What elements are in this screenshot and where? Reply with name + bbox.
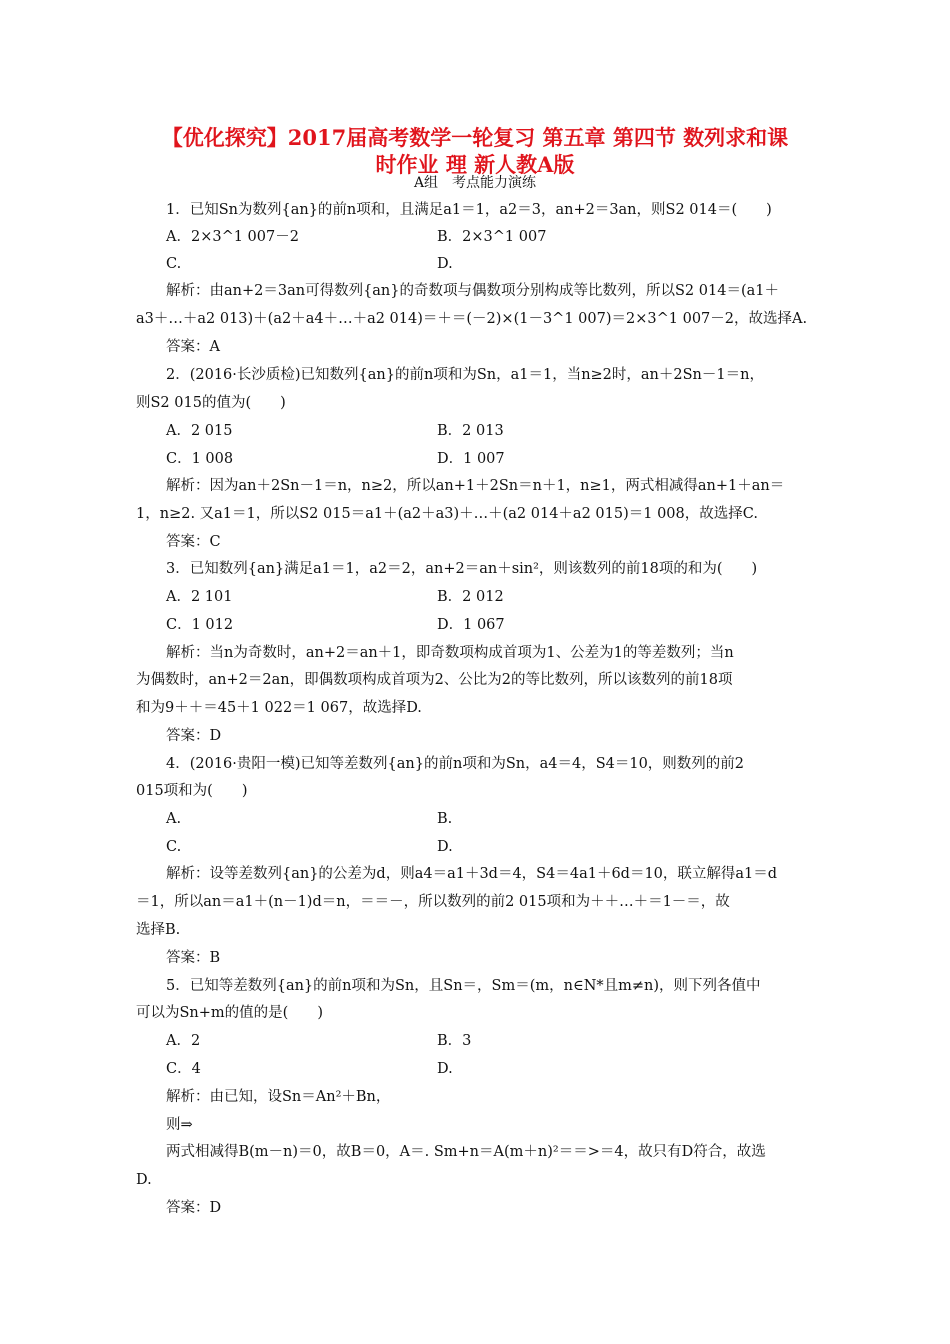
q1-answer: 答案：A [166,339,220,355]
q3-option-a: A．2 101 [166,589,233,605]
q3-option-b: B．2 012 [437,589,504,605]
q4-analysis-line-1: 解析：设等差数列{an}的公差为d，则a4＝a1＋3d＝4，S4＝4a1＋6d＝10，联立解得a1＝d [166,866,778,882]
title-line-2: 时作业 理 新人教A版 [375,152,575,177]
q1-stem: 1．已知Sn为数列{an}的前n项和，且满足a1＝1，a2＝3，an+2＝3an，则S2 014＝( ) [166,202,772,218]
q1-analysis-line-2: a3＋…＋a2 013)＋(a2＋a4＋…＋a2 014)＝＋＝(－2)×(1－3^1 007)＝2×3^1 007－2，故选择A. [136,311,808,327]
q3-option-c: C．1 012 [166,617,234,633]
q1-option-b: B．2×3^1 007 [437,229,547,245]
q5-option-a: A．2 [166,1033,201,1049]
q4-stem-line-1: 4．(2016·贵阳一模)已知等差数列{an}的前n项和为Sn，a4＝4，S4＝10，则数列的前2 [166,756,745,772]
q2-analysis-line-2: 1，n≥2. 又a1＝1，所以S2 015＝a1＋(a2＋a3)＋…＋(a2 014＋a2 015)＝1 008，故选择C. [136,506,758,522]
q5-stem-line-2: 可以为Sn+m的值的是( ) [136,1005,323,1021]
q3-stem: 3．已知数列{an}满足a1＝1，a2＝2，an+2＝an＋sin²，则该数列的前18项的和为( ) [166,561,758,577]
q2-stem-line-1: 2．(2016·长沙质检)已知数列{an}的前n项和为Sn，a1＝1，当n≥2时，an＋2Sn－1＝n， [166,367,764,383]
q5-analysis-line-2: 则⇒ [166,1117,193,1133]
q3-analysis-line-1: 解析：当n为奇数时，an+2＝an＋1，即奇数项构成首项为1、公差为1的等差数列；当n [166,645,734,661]
q5-option-c: C．4 [166,1061,201,1077]
q4-option-b: B. [437,811,453,827]
q3-analysis-line-2: 为偶数时，an+2＝2an，即偶数项构成首项为2、公比为2的等比数列，所以该数列的前18项 [136,672,733,688]
q5-answer: 答案：D [166,1200,222,1216]
q2-option-d: D．1 007 [437,451,505,467]
q1-analysis-line-1: 解析：由an+2＝3an可得数列{an}的奇数项与偶数项分别构成等比数列，所以S2 014＝(a1＋ [166,283,779,299]
q2-option-b: B．2 013 [437,423,504,439]
q5-stem-line-1: 5．已知等差数列{an}的前n项和为Sn，且Sn＝，Sm＝(m，n∈N*且m≠n)，则下列各值中 [166,978,761,994]
q5-analysis-line-3: 两式相减得B(m－n)＝0，故B＝0，A＝. Sm+n＝A(m＋n)²＝＝>＝4，故只有D符合，故选 [166,1144,766,1160]
q2-answer: 答案：C [166,534,221,550]
q2-analysis-line-1: 解析：因为an＋2Sn－1＝n，n≥2，所以an+1＋2Sn＝n＋1，n≥1，两式相减得an+1＋an＝ [166,478,785,494]
q1-option-a: A．2×3^1 007－2 [166,229,299,245]
q4-answer: 答案：B [166,950,221,966]
section-heading: A组 考点能力演练 [413,175,537,191]
q4-stem-line-2: 015项和为( ) [136,783,248,799]
q2-option-c: C．1 008 [166,451,234,467]
q2-option-a: A．2 015 [166,423,233,439]
q4-analysis-line-3: 选择B. [136,922,181,938]
q4-option-a: A. [166,811,182,827]
q3-answer: 答案：D [166,728,222,744]
q1-option-d: D. [437,256,453,272]
q5-option-d: D. [437,1061,453,1077]
q3-analysis-line-3: 和为9＋＋＝45＋1 022＝1 067，故选择D. [136,700,422,716]
q4-option-d: D. [437,839,453,855]
q5-option-b: B．3 [437,1033,472,1049]
title-line-1: 【优化探究】2017届高考数学一轮复习 第五章 第四节 数列求和课 [161,125,789,150]
q3-option-d: D．1 067 [437,617,505,633]
q5-analysis-line-1: 解析：由已知，设Sn＝An²＋Bn， [166,1089,391,1105]
q4-option-c: C. [166,839,182,855]
page-title [120,124,830,178]
q2-stem-line-2: 则S2 015的值为( ) [136,395,286,411]
q5-analysis-line-4: D. [136,1172,152,1188]
q4-analysis-line-2: ＝1，所以an＝a1＋(n－1)d＝n，＝＝－，所以数列的前2 015项和为＋＋…＋＝1－＝，故 [136,894,730,910]
q1-option-c: C. [166,256,182,272]
